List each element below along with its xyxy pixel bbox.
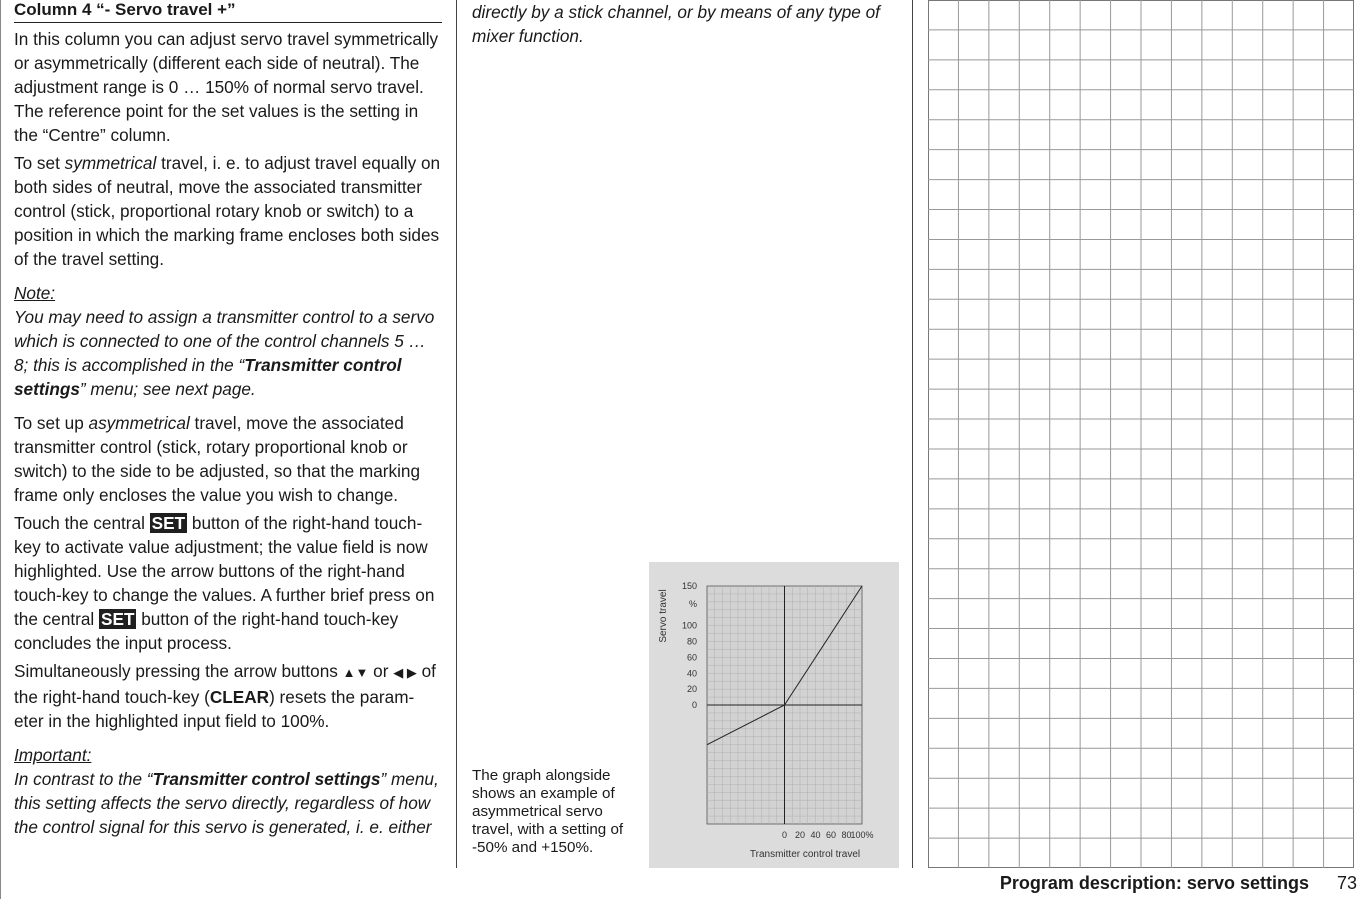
x-tick-label: 60 [825,830,837,840]
text-span: travel, move the associated transmitter control (stick, rotary proportional knob or switch) to the side to be adjusted, so that the marking frame only encloses the value you wish to change. [14,413,421,505]
paragraph-asymmetrical [14,411,442,507]
text-span: button of the right-hand touch-key concludes the input process. [14,609,399,653]
column-divider [912,0,913,868]
graph-caption: The graph alongside shows an example of asymmetrical servo travel, with a setting of -50% and +150%. [472,767,624,856]
x-tick-label: 80 [841,830,852,840]
footer-title: Program description: servo settings [999,873,1309,893]
text-span: Simultaneously pressing the arrow buttons [14,661,343,681]
text-span: Touch the central [14,513,150,533]
y-tick-label: 150 [681,581,697,591]
y-tick-label: 0 [691,700,697,710]
paragraph-intro: In this column you can adjust servo travel symmetrically or asymmetrically (different each side of neutral). The adjustment range is 0 … 150% of normal servo travel. The reference point for the set values is the setting in the “Centre” column. [14,29,439,145]
text-span: ” menu, this setting affects the servo directly, regardless of how the control signal for this servo is generated, i. e. either [14,769,439,837]
text-span: In contrast to the “ [14,769,153,789]
text-span: ) resets the param-eter in the highlighted input field to 100%. [14,687,415,731]
page-number: 73 [1336,873,1357,893]
y-tick-label: 40 [686,668,697,679]
y-tick-label: 60 [686,652,697,663]
menu-name: Transmitter control settings [152,769,381,789]
paragraph-clear [14,659,442,733]
page-edge [0,0,1,899]
important-title: Important: [14,745,92,765]
text-span: or [368,661,394,681]
y-tick-label: % [688,599,697,609]
text-span: ” menu; see next page. [79,379,256,399]
emphasis-symmetrical: symmetrical [64,153,157,173]
text-span: You may need to assign a transmitter control to a servo which is connected to one of the control channels 5 … 8; this is accomplished in the “ [14,307,435,375]
important-block [14,743,442,839]
notes-grid [928,0,1354,868]
paragraph-set [14,511,442,655]
left-right-arrow-icon: ◀ ▶ [393,665,417,680]
y-tick-label: 100 [681,620,697,631]
section-heading: Column 4 “- Servo travel +” [14,0,442,23]
column-divider [456,0,457,868]
set-key-label: SET [101,609,135,629]
text-span: travel, i. e. to adjust travel equally on both sides of neutral, move the associated transmitter control (stick, proportional rotary knob or switch) to a position in which the marking frame encloses both sides of the travel setting. [14,153,441,269]
set-key-label: SET [151,513,186,533]
x-tick-label: 0 [781,830,788,840]
continued-text: directly by a stick channel, or by means of any type of mixer function. [472,2,880,46]
page-footer [1000,873,1357,894]
x-tick-label: 20 [794,830,806,840]
text-span: button of the right-hand touch-key to activate value adjustment; the value field is now highlighted. Use the arrow buttons of the right-hand touch-key to change the values. A further brief press on the central [14,513,435,629]
up-down-arrow-icon: ▲▼ [342,665,369,680]
x-axis-label: Transmitter control travel [749,849,861,860]
paragraph-symmetrical [14,151,442,271]
x-tick-label: 40 [810,830,821,840]
y-axis-label: Servo travel [658,589,669,643]
text-span: To set up [14,413,89,433]
emphasis-asymmetrical: asymmetrical [88,413,190,433]
clear-label: CLEAR [209,687,270,707]
text-span: of the right-hand touch-key ( [14,661,436,707]
servo-travel-chart [649,562,899,868]
y-tick-label: 80 [686,636,697,647]
middle-column [472,0,902,48]
note-title: Note: [14,283,56,303]
left-column [14,0,442,839]
x-tick-label: 100% [850,830,874,840]
y-tick-label: 20 [686,684,697,695]
menu-name: Transmitter control settings [14,355,402,399]
notes-grid-svg [928,0,1354,868]
note-block [14,281,442,401]
text-span: To set [14,153,65,173]
chart-svg [649,562,899,868]
